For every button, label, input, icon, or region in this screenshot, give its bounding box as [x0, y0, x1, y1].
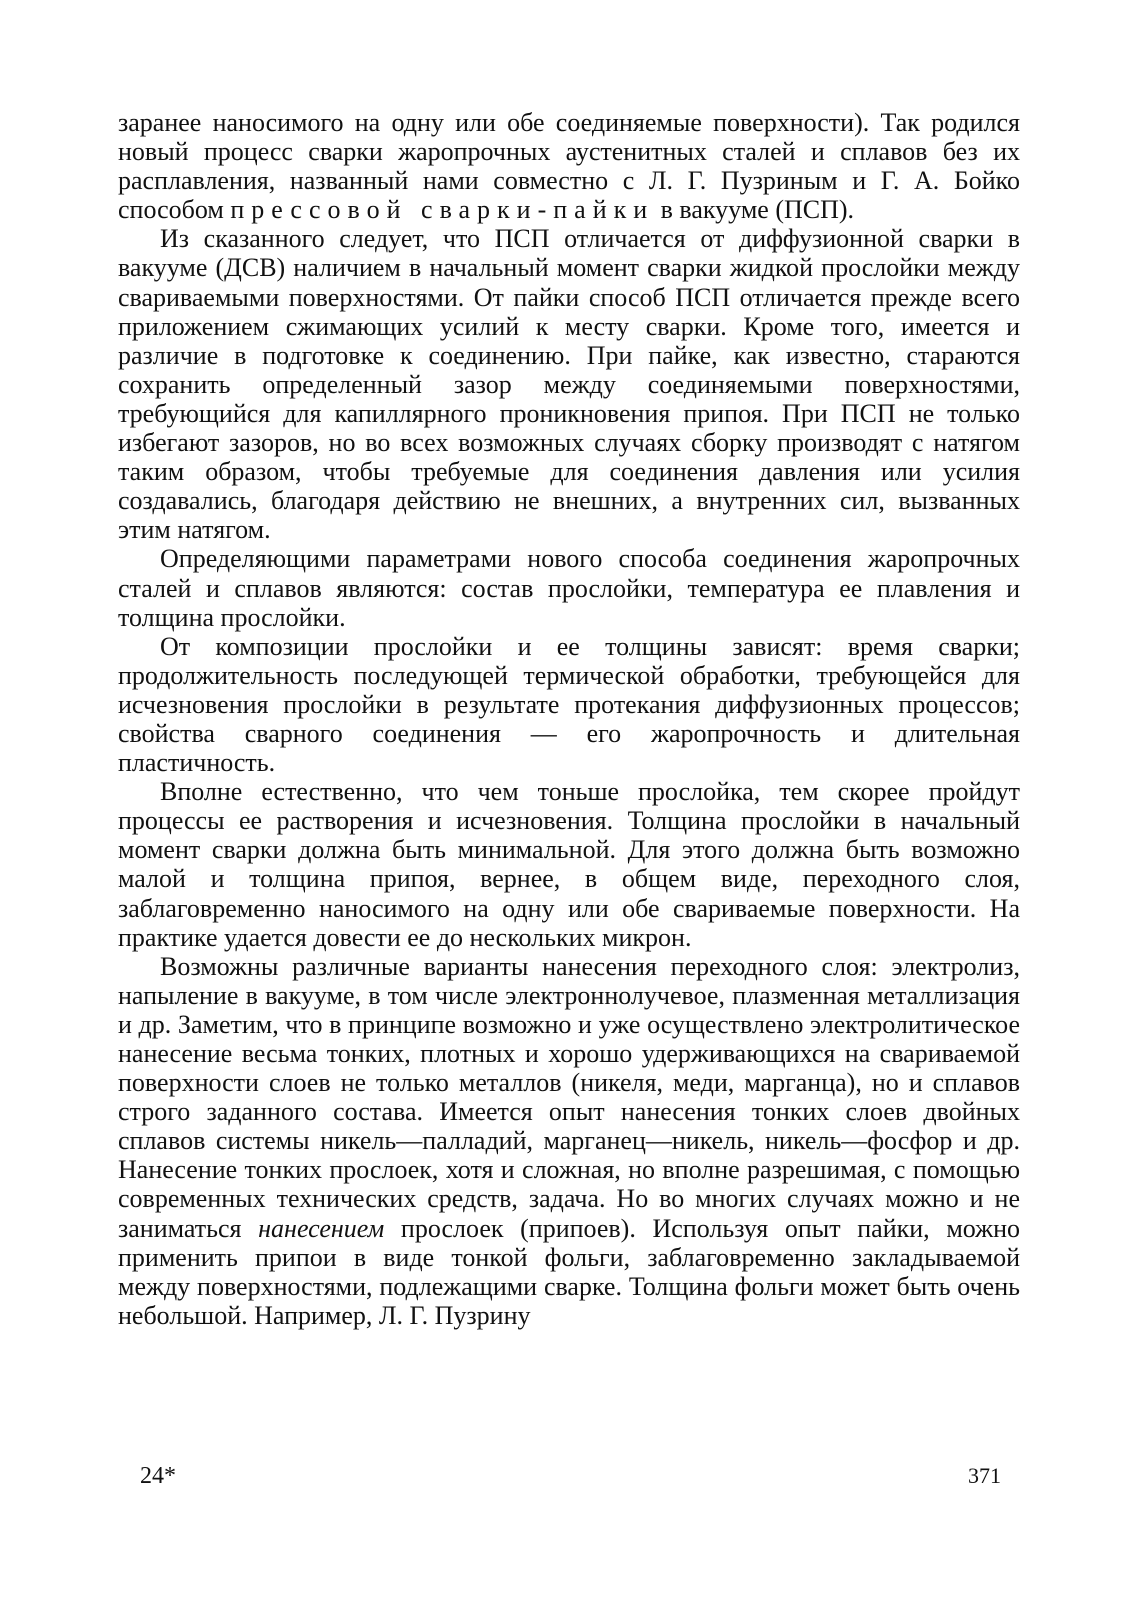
- paragraph-text: в вакууме (ПСП).: [654, 195, 855, 225]
- paragraph: Определяющими параметрами нового способа соединения жаропрочных сталей и сплавов являются: состав прослойки, температура ее плавления и толщина прослойки.: [118, 544, 1020, 632]
- paragraph-text: заранее наносимого на одну или обе соединяемые поверхности). Так родился новый процесс сварки жаропрочных аустенитных сталей и сплавов без их расплавления, названный нами совместно с Л. Г. Пузриным и Г. А. Бойко способом: [118, 108, 1020, 225]
- paragraph: [118, 952, 1020, 1330]
- paragraph: Из сказанного следует, что ПСП отличается от диффузионной сварки в вакууме (ДСВ) наличием в начальный момент сварки жидкой прослойки между свариваемыми поверхностями. От пайки способ ПСП отличается прежде всего приложением сжимающих усилий к месту сварки. Кроме того, имеется и различие в подготовке к соединению. При пайке, как известно, стараются сохранить определенный зазор между соединяемыми поверхностями, требующийся для капиллярного проникновения припоя. При ПСП не только избегают зазоров, но во всех возможных случаях сборку производят с натягом таким образом, чтобы требуемые для соединения давления или усилия создавались, благодаря действию не внешних, а внутренних сил, вызванных этим натягом.: [118, 224, 1020, 545]
- paragraph: Вполне естественно, что чем тоньше прослойка, тем скорее пройдут процессы ее растворения и исчезновения. Толщина прослойки в начальный момент сварки должна быть минимальной. Для этого должна быть возможно малой и толщина припоя, вернее, в общем виде, переходного слоя, заблаговременно наносимого на одну или обе свариваемые поверхности. На практике удается довести ее до нескольких микрон.: [118, 777, 1020, 952]
- paragraph-text: прослоек (припоев). Используя опыт пайки, можно применить припои в виде тонкой фольги, заблаговременно закладываемой между поверхностями, подлежащими сварке. Толщина фольги может быть очень небольшой. Например, Л. Г. Пузрину: [118, 1213, 1021, 1330]
- emphasized-term: прессовой сварки-пайки: [230, 195, 655, 225]
- page-number: 371: [968, 1463, 1001, 1488]
- signature-mark: 24*: [140, 1463, 176, 1489]
- paragraph: От композиции прослойки и ее толщины зависят: время сварки; продолжительность последующей термической обработки, требующейся для исчезновения прослойки в результате протекания диффузионных процессов; свойства сварного соединения — его жаропрочность и длительная пластичность.: [118, 631, 1020, 778]
- body-text: [118, 108, 1020, 1330]
- italic-term: нанесением: [258, 1213, 385, 1243]
- paragraph-text: Возможны различные варианты нанесения переходного слоя: электролиз, напыление в вакууме, в том числе электроннолучевое, плазменная металлизация и др. Заметим, что в принципе возможно и уже осуществлено электролитическое нанесение весьма тонких, плотных и хорошо удерживающихся на свариваемой поверхности слоев не только металлов (никеля, меди, марганца), но и сплавов строго заданного состава. Имеется опыт нанесения тонких слоев двойных сплавов системы никель—палладий, марганец—никель, никель—фосфор и др. Нанесение тонких прослоек, хотя и сложная, но вполне разрешимая, с помощью современных технических средств, задача. Но во многих случаях можно и не заниматься: [118, 951, 1020, 1243]
- paragraph-continuation: [118, 108, 1020, 224]
